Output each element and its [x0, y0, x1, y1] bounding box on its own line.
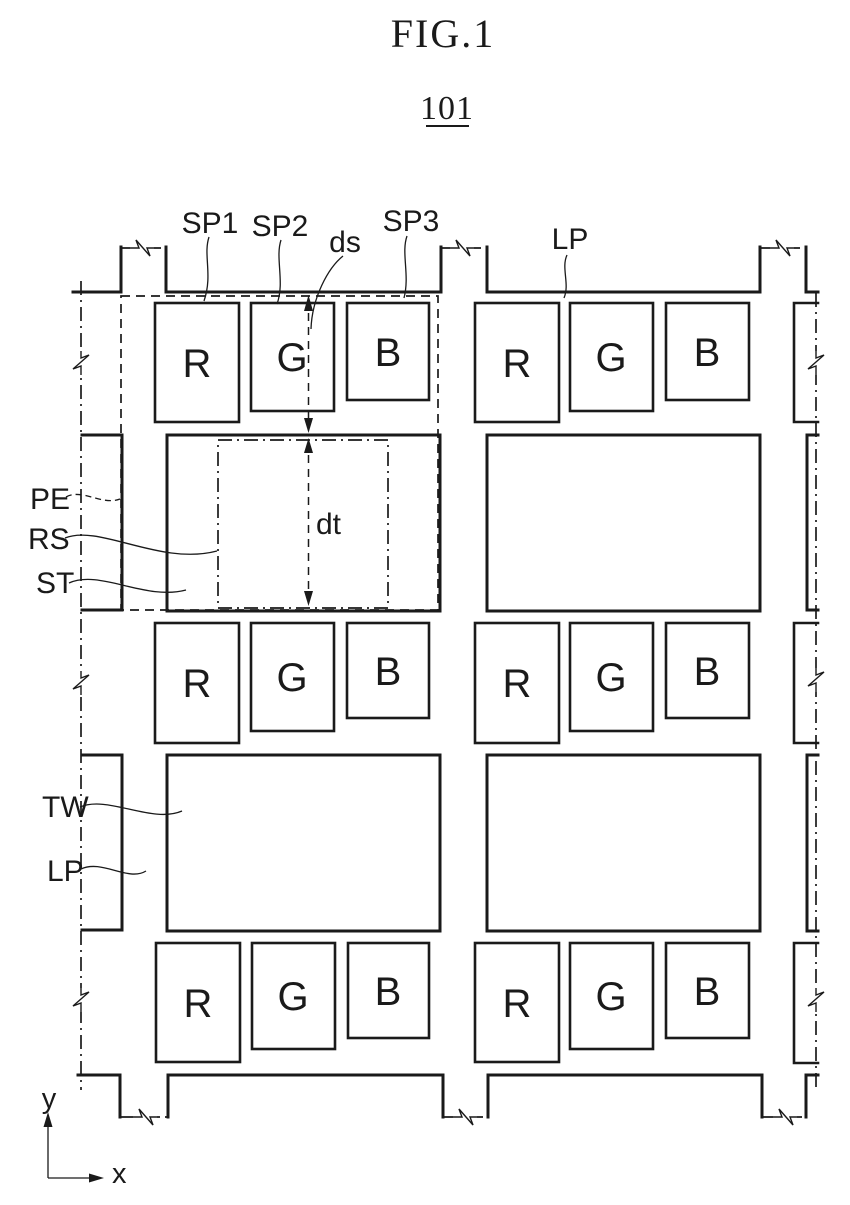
label-sp3: SP3	[382, 205, 440, 238]
subpixel-b-row3-col1	[348, 943, 429, 1038]
subpixel-letter-r: R	[502, 982, 532, 1026]
break-mark	[450, 238, 474, 258]
subpixel-letter-b: B	[693, 331, 721, 375]
subpixel-letter-r: R	[183, 982, 213, 1026]
x-axis-label: x	[112, 1158, 127, 1190]
subpixel-letter-g: G	[276, 336, 308, 380]
label-lp-left: LP	[47, 855, 84, 888]
lp-left-leader	[81, 866, 146, 874]
subpixel-g-row3-col1	[252, 943, 335, 1049]
subpixel-g-row3-col2	[570, 943, 653, 1049]
subpixel-letter-r: R	[502, 342, 532, 386]
transmissive-window-3	[167, 755, 440, 931]
label-pe: PE	[30, 483, 71, 516]
subpixel-g-row2-col2	[570, 623, 653, 731]
subpixel-r-row2-col2	[475, 623, 559, 743]
subpixel-letter-g: G	[595, 656, 627, 700]
subpixel-g-row2-col1	[251, 623, 334, 731]
subpixel-letter-r: R	[182, 662, 212, 706]
label-ds: ds	[329, 226, 361, 259]
label-sp1: SP1	[181, 207, 239, 240]
subpixel-r-row2-col1	[155, 623, 239, 743]
leader-lines	[65, 236, 567, 874]
label-dt: dt	[316, 508, 342, 541]
sp2-leader	[277, 240, 281, 304]
coordinate-axes	[42, 1083, 127, 1190]
pe-leader	[66, 494, 120, 500]
figure-reference-number: 101	[420, 90, 474, 127]
spacer-outline	[218, 440, 388, 608]
break-mark	[453, 1107, 477, 1127]
subpixel-letter-b: B	[374, 650, 402, 694]
figure-header	[391, 11, 495, 127]
subpixel-letter-g: G	[277, 975, 309, 1019]
left-window-fragment-2	[82, 755, 122, 930]
subpixel-letter-g: G	[276, 656, 308, 700]
label-sp2: SP2	[251, 210, 309, 243]
subpixel-b-row1-col1	[347, 303, 429, 400]
break-mark	[71, 988, 91, 1012]
rs-leader	[65, 535, 217, 554]
figure-title: FIG.1	[390, 11, 496, 56]
label-lp-top: LP	[551, 223, 589, 256]
subpixel-g-row1-col2	[570, 303, 653, 411]
subpixel-r-row1-col2	[475, 303, 559, 422]
subpixel-b-row1-col2	[666, 303, 749, 400]
break-mark	[71, 351, 91, 375]
transmissive-window-4	[487, 755, 760, 931]
dt-arrow-down	[304, 591, 313, 606]
subpixel-letter-g: G	[595, 975, 627, 1019]
break-mark	[806, 988, 826, 1012]
subpixel-r-row1-col1	[155, 303, 239, 422]
transmissive-window-2	[487, 435, 760, 611]
subpixel-r-row3-col1	[156, 943, 240, 1062]
subpixel-letter-b: B	[374, 970, 402, 1014]
label-rs: RS	[28, 523, 70, 556]
subpixel-r-row3-col2	[475, 943, 559, 1062]
transmissive-window-1	[167, 435, 440, 611]
break-mark	[773, 1107, 797, 1127]
transmissive-windows	[167, 435, 760, 931]
break-mark	[71, 671, 91, 695]
rs-dashdot-rect	[218, 440, 388, 608]
subpixel-b-row2-col1	[347, 623, 429, 718]
subpixel-b-row3-col2	[666, 943, 749, 1038]
subpixel-letter-g: G	[595, 336, 627, 380]
break-mark	[806, 668, 826, 692]
ds-arrow-down	[304, 418, 313, 433]
break-mark	[130, 238, 154, 258]
break-mark	[770, 238, 794, 258]
subpixel-letter-r: R	[502, 662, 532, 706]
subpixel-g-row1-col1	[251, 303, 334, 411]
y-axis-label: y	[41, 1083, 57, 1115]
label-st: ST	[36, 567, 75, 600]
subpixel-letter-b: B	[374, 331, 402, 375]
subpixel-letter-r: R	[182, 342, 212, 386]
sp3-leader	[404, 236, 407, 298]
subpixel-grid	[155, 303, 749, 1062]
subpixel-letter-b: B	[693, 970, 721, 1014]
label-tw: TW	[42, 791, 89, 824]
subpixel-b-row2-col2	[666, 623, 749, 718]
break-mark	[806, 351, 826, 375]
break-mark	[133, 1107, 157, 1127]
subpixel-letter-b: B	[693, 650, 721, 694]
x-axis-arrowhead	[89, 1174, 104, 1183]
